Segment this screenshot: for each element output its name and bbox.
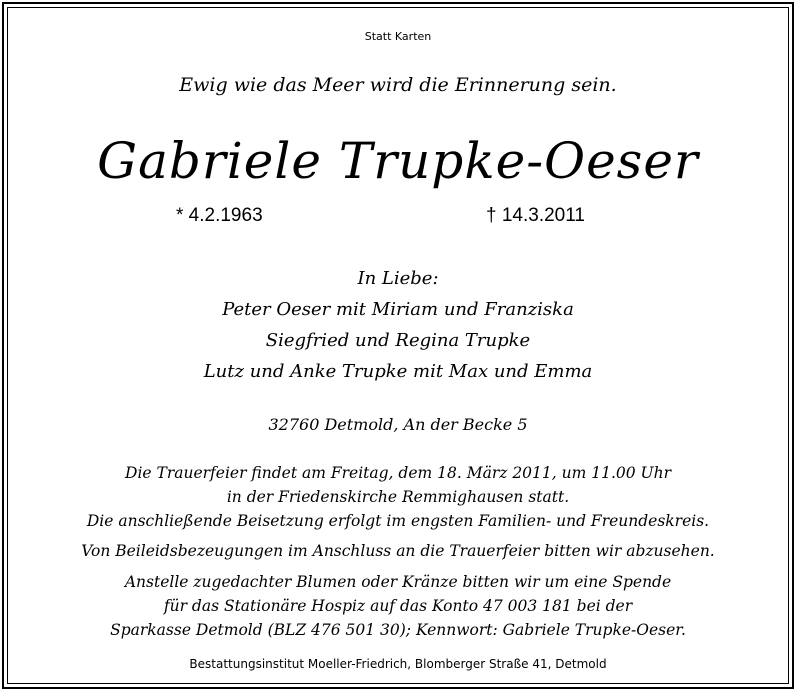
service-line: Von Beileidsbezeugungen im Anschluss an die Trauerfeier bitten wir abzusehen. <box>81 542 715 560</box>
family-address: 32760 Detmold, An der Becke 5 <box>268 415 528 434</box>
service-line: Die anschließende Beisetzung erfolgt im engsten Familien- und Freundeskreis. <box>86 512 710 530</box>
mourner-line: Lutz und Anke Trupke mit Max und Emma <box>203 361 593 382</box>
birth-date: * 4.2.1963 <box>176 205 263 226</box>
service-line: Anstelle zugedachter Blumen oder Kränze bitten wir um eine Spende <box>124 573 672 591</box>
mourner-line: Peter Oeser mit Miriam und Franziska <box>222 299 574 320</box>
service-line: für das Stationäre Hospiz auf das Konto 47 003 181 bei der <box>163 597 633 615</box>
mourners-intro: In Liebe: <box>357 268 439 289</box>
statt-karten-note: Statt Karten <box>364 30 432 43</box>
mourner-line: Siegfried und Regina Trupke <box>265 330 531 351</box>
obituary-notice <box>2 2 794 689</box>
service-line: Die Trauerfeier findet am Freitag, dem 18. März 2011, um 11.00 Uhr <box>125 464 671 482</box>
undertaker-footer: Bestattungsinstitut Moeller-Friedrich, Blomberger Straße 41, Detmold <box>189 657 607 671</box>
motto: Ewig wie das Meer wird die Erinnerung sein. <box>179 74 617 96</box>
service-line: in der Friedenskirche Remmighausen statt. <box>226 488 570 506</box>
deceased-name: Gabriele Trupke-Oeser <box>97 132 699 190</box>
death-date: † 14.3.2011 <box>486 205 585 226</box>
service-line: Sparkasse Detmold (BLZ 476 501 30); Kennwort: Gabriele Trupke-Oeser. <box>110 621 686 639</box>
